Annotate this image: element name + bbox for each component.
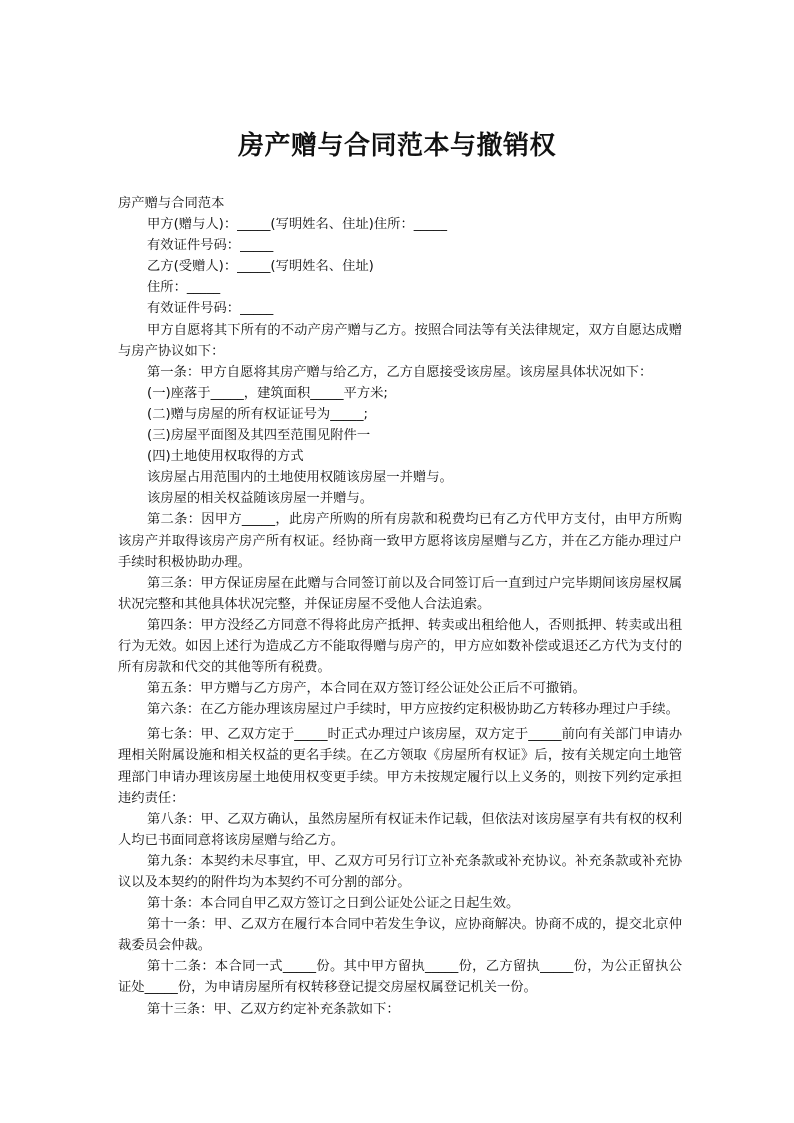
document-paragraph: 第八条：甲、乙双方确认，虽然房屋所有权证未作记载，但依法对该房屋享有共有权的权利人均已书面同意将该房屋赠与给乙方。 — [118, 811, 682, 848]
document-paragraph: 乙方(受赠人)：_____(写明姓名、住址) — [147, 259, 374, 275]
document-paragraph: 第四条：甲方没经乙方同意不得将此房产抵押、转卖或出租给他人，否则抵押、转卖或出租行为无效。如因上述行为造成乙方不能取得赠与房产的，甲方应如数补偿或退还乙方代为支付的所有房款和代交的其他等所有税费。 — [118, 617, 682, 676]
document-paragraph: 第七条：甲、乙双方定于_____时正式办理过户该房屋，双方定于_____前向有关部门申请办理相关附属设施和相关权益的更名手续。在乙方领取《房屋所有权证》后，按有关规定向土地管理部门申请办理该房屋土地使用权变更手续。甲方未按规定履行以上义务的，则按下列约定承担违约责任： — [118, 727, 682, 806]
document-paragraph: 第三条：甲方保证房屋在此赠与合同签订前以及合同签订后一直到过户完毕期间该房屋权属状况完整和其他具体状况完整，并保证房屋不受他人合法追索。 — [118, 575, 682, 612]
document-paragraph: 第十二条：本合同一式_____份。其中甲方留执_____份，乙方留执_____份，为公正留执公证处_____份，为申请房屋所有权转移登记提交房屋权属登记机关一份。 — [118, 959, 682, 996]
document-paragraph: 住所：_____ — [147, 280, 221, 296]
document-paragraph: 第五条：甲方赠与乙方房产，本合同在双方签订经公证处公正后不可撤销。 — [147, 681, 586, 697]
document-paragraph: 该房屋占用范围内的土地使用权随该房屋一并赠与。 — [147, 470, 453, 486]
document-paragraph: 第十条：本合同自甲乙双方签订之日到公证处公证之日起生效。 — [147, 896, 520, 912]
document-paragraph: (一)座落于_____，建筑面积_____平方米; — [147, 385, 388, 401]
document-paragraph: 第十三条：甲、乙双方约定补充条款如下： — [147, 1001, 400, 1017]
document-paragraph: 第一条：甲方自愿将其房产赠与给乙方，乙方自愿接受该房屋。该房屋具体状况如下： — [147, 364, 653, 380]
document-paragraph: (二)赠与房屋的所有权证证号为_____; — [147, 406, 368, 422]
document-paragraph: 甲方(赠与人)：_____(写明姓名、住址)住所：_____ — [147, 217, 447, 233]
document-paragraph: (四)土地使用权取得的方式 — [147, 449, 304, 465]
document-title: 房产赠与合同范本与撤销权 — [237, 131, 556, 161]
document-paragraph: 有效证件号码：_____ — [147, 301, 274, 317]
document-paragraph: 有效证件号码：_____ — [147, 238, 274, 254]
document-body — [118, 193, 682, 1020]
document-paragraph: 房产赠与合同范本 — [118, 196, 225, 211]
document-paragraph: 第九条：本契约未尽事宜，甲、乙双方可另行订立补充条款或补充协议。补充条款或补充协议以及本契约的附件均为本契约不可分割的部分。 — [118, 853, 682, 890]
document-paragraph: 该房屋的相关权益随该房屋一并赠与。 — [147, 491, 374, 507]
document-paragraph: 甲方自愿将其下所有的不动产房产赠与乙方。按照合同法等有关法律规定，双方自愿达成赠与房产协议如下： — [118, 322, 682, 359]
document-paragraph: 第十一条：甲、乙双方在履行本合同中若发生争议，应协商解决。协商不成的，提交北京仲裁委员会仲裁。 — [118, 917, 682, 954]
document-paragraph: 第二条：因甲方_____，此房产所购的所有房款和税费均已有乙方代甲方支付，由甲方所购该房产并取得该房产房产所有权证。经协商一致甲方愿将该房屋赠与乙方，并在乙方能办理过户手续时积极协助办理。 — [118, 512, 682, 570]
document-paragraph: 第六条：在乙方能办理该房屋过户手续时，甲方应按约定积极协助乙方转移办理过户手续。 — [147, 702, 679, 718]
document-paragraph: (三)房屋平面图及其四至范围见附件一 — [147, 428, 371, 444]
